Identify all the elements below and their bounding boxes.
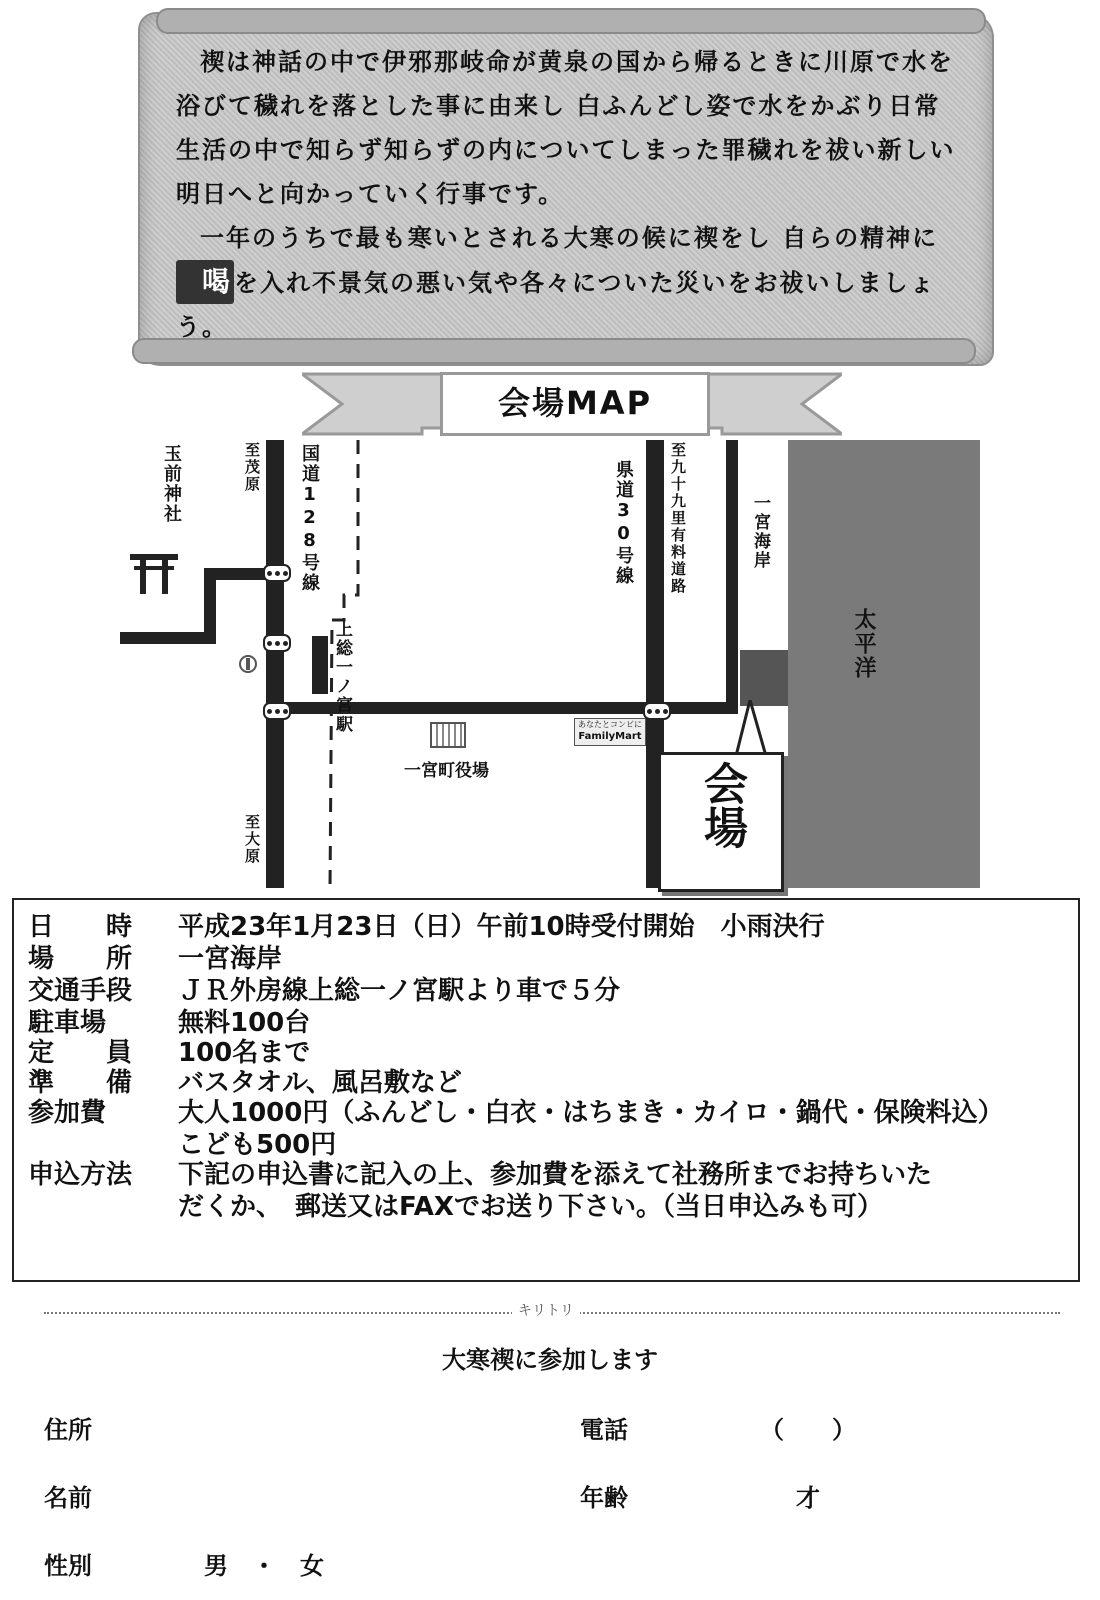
info-row <box>28 1192 883 1222</box>
intro-p2-end: を入れ不景気の悪い気や各々についた災いをお祓いしましょう。 <box>176 269 936 341</box>
info-value: 大人1000円（ふんどし・白衣・はちまき・カイロ・鍋代・保険料込） <box>178 1098 1004 1128</box>
store-tagline: あなたとコンビに <box>578 720 642 729</box>
info-key: 場 所 <box>28 944 133 974</box>
info-value: バスタオル、風呂敷など <box>178 1068 462 1098</box>
map-title: 会場MAP <box>440 372 710 436</box>
info-key: 日 時 <box>28 912 133 942</box>
intro-paragraph-1: 禊は神話の中で伊邪那岐命が黄泉の国から帰るときに川原で水を浴びて穢れを落とした事に由来し 白ふんどし姿で水をかぶり日常生活の中で知らず知らずの内についてしまった罪穢れを祓い新しい明日へと向かっていく行事です。 <box>176 48 956 208</box>
address-field[interactable] <box>120 1404 540 1440</box>
to-ohara-label: 至大原 <box>243 814 261 865</box>
shrine-label: 玉前神社 <box>161 444 182 524</box>
info-key: 参加費 <box>28 1098 107 1128</box>
ocean-label: 太平洋 <box>851 608 876 680</box>
to-mobara-label: 至茂原 <box>243 442 261 493</box>
venue-pointer <box>730 700 770 760</box>
info-key: 定 員 <box>28 1038 133 1068</box>
info-row <box>28 1160 932 1190</box>
emphasis-kanji: 喝 <box>176 260 234 304</box>
traffic-signal-icon <box>263 634 291 652</box>
torii-gate-icon <box>130 550 178 594</box>
town-hall-label: 一宮町役場 <box>404 761 489 781</box>
info-row <box>28 1130 336 1160</box>
venue-label: 会場 <box>696 761 747 849</box>
age-label: 年齢 <box>580 1484 628 1512</box>
intro-paragraph-2 <box>176 216 966 349</box>
info-value: だくか、 郵送又はFAXでお送り下さい。（当日申込みも可） <box>178 1192 883 1222</box>
info-row <box>28 1008 310 1038</box>
info-row <box>28 1098 1004 1128</box>
intro-text <box>176 40 966 349</box>
form-title: 大寒禊に参加します <box>442 1346 658 1374</box>
info-value: 下記の申込書に記入の上、参加費を添えて社務所までお持ちいた <box>178 1160 933 1190</box>
gender-options[interactable]: 男 ・ 女 <box>204 1552 324 1580</box>
address-label: 住所 <box>44 1416 92 1444</box>
intro-p2-start: 一年のうちで最も寒いとされる大寒の候に禊をし 自らの精神に <box>200 224 939 252</box>
road-shrine-1 <box>120 632 216 644</box>
phone-label: 電話 <box>580 1416 628 1444</box>
road-coast <box>726 440 738 710</box>
scroll-roll-top <box>156 8 986 34</box>
pacific-ocean <box>788 440 980 888</box>
route128-label: 国道128号線 <box>299 444 320 593</box>
town-hall-icon <box>430 722 466 748</box>
traffic-signal-icon <box>643 702 671 720</box>
name-label: 名前 <box>44 1484 92 1512</box>
venue-callout <box>658 752 784 892</box>
info-row <box>28 912 825 942</box>
traffic-signal-icon <box>263 564 291 582</box>
info-value: 一宮海岸 <box>178 944 283 974</box>
beach-label: 一宮海岸 <box>750 494 770 570</box>
phone-field[interactable]: （ ） <box>760 1416 856 1444</box>
road-route128 <box>266 440 284 888</box>
gender-label: 性別 <box>44 1552 92 1580</box>
info-value: ＪＲ外房線上総一ノ宮駅より車で５分 <box>178 976 621 1006</box>
info-key: 準 備 <box>28 1068 133 1098</box>
pref30-label: 県道30号線 <box>613 460 634 586</box>
info-key: 交通手段 <box>28 976 133 1006</box>
info-value: 平成23年1月23日（日）午前10時受付開始 小雨決行 <box>178 912 825 942</box>
info-key: 駐車場 <box>28 1008 107 1038</box>
age-unit: 才 <box>796 1484 820 1512</box>
info-row <box>28 944 282 974</box>
hospital-icon <box>238 654 258 674</box>
traffic-signal-icon <box>263 702 291 720</box>
info-key: 申込方法 <box>28 1160 133 1190</box>
age-field[interactable] <box>660 1472 790 1508</box>
store-name: FamilyMart <box>578 731 642 742</box>
info-row <box>28 1068 462 1098</box>
info-value: 100名まで <box>178 1038 311 1068</box>
info-value: こども500円 <box>178 1130 337 1160</box>
info-row <box>28 1038 310 1068</box>
to-kujukuri-label: 至九十九里有料道路 <box>669 442 687 595</box>
name-field[interactable] <box>120 1472 540 1508</box>
venue-marker <box>740 650 788 706</box>
info-row <box>28 976 620 1006</box>
info-value: 無料100台 <box>178 1008 311 1038</box>
familymart-logo <box>574 718 646 746</box>
station-label: 上総一ノ宮駅 <box>332 620 352 734</box>
event-info-box <box>12 898 1080 1282</box>
cut-label: キリトリ <box>512 1300 580 1320</box>
